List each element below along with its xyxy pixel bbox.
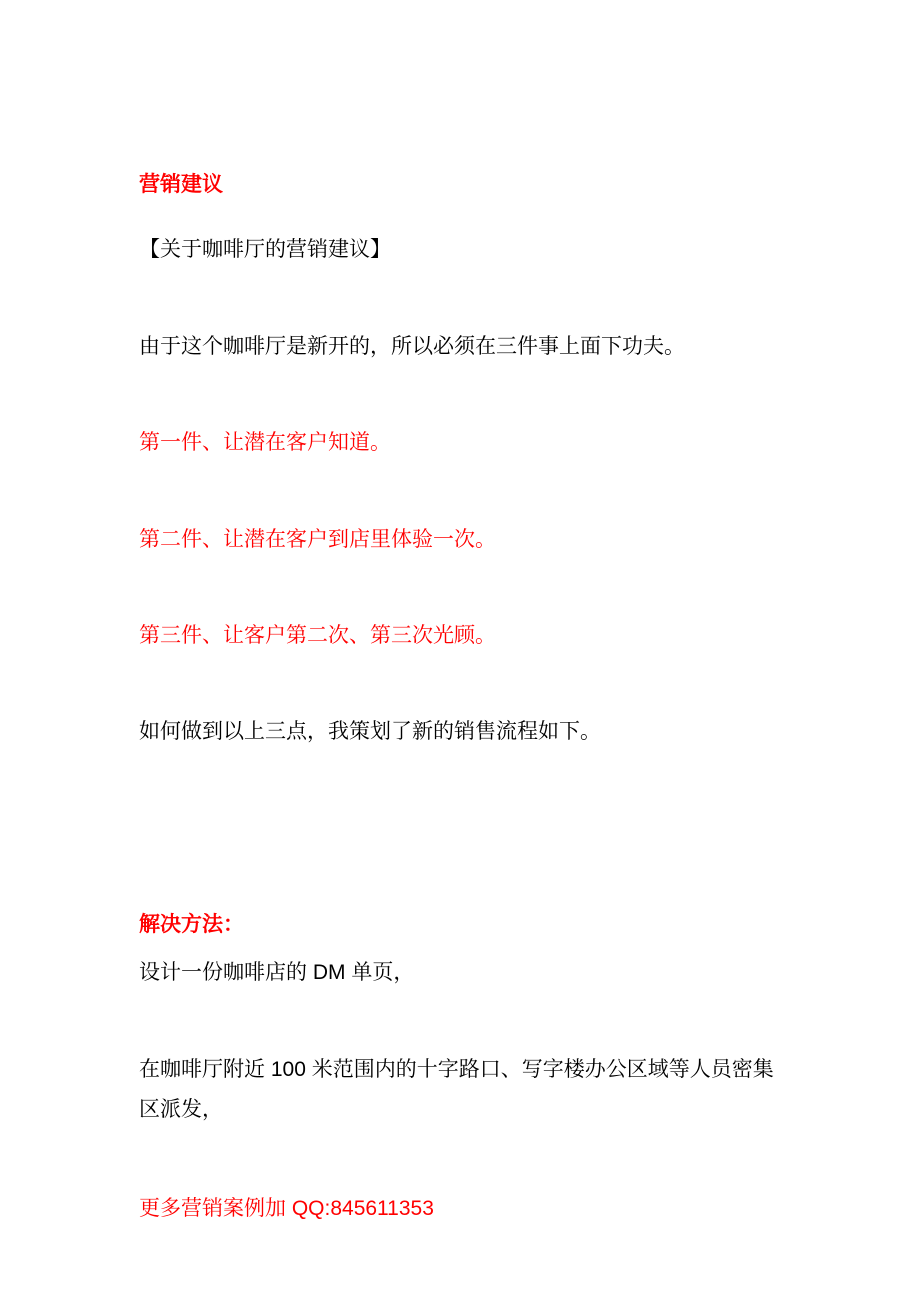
point-one: 第一件、让潜在客户知道。 <box>139 431 391 454</box>
section-heading: 营销建议 <box>139 173 223 196</box>
solution-line-one: 设计一份咖啡店的 DM 单页， <box>139 961 415 984</box>
solution-line-two: 在咖啡厅附近 100 米范围内的十字路口、写字楼办公区域等人员密集区派发， <box>139 1058 774 1121</box>
footer-note: 更多营销案例加 QQ:845611353 <box>139 1197 434 1220</box>
subheading: 【关于咖啡厅的营销建议】 <box>139 238 391 261</box>
intro-paragraph: 由于这个咖啡厅是新开的，所以必须在三件事上面下功夫。 <box>139 335 685 358</box>
plan-paragraph: 如何做到以上三点，我策划了新的销售流程如下。 <box>139 720 601 743</box>
point-three: 第三件、让客户第二次、第三次光顾。 <box>139 624 496 647</box>
point-two: 第二件、让潜在客户到店里体验一次。 <box>139 528 496 551</box>
solution-heading: 解决方法： <box>139 913 244 936</box>
